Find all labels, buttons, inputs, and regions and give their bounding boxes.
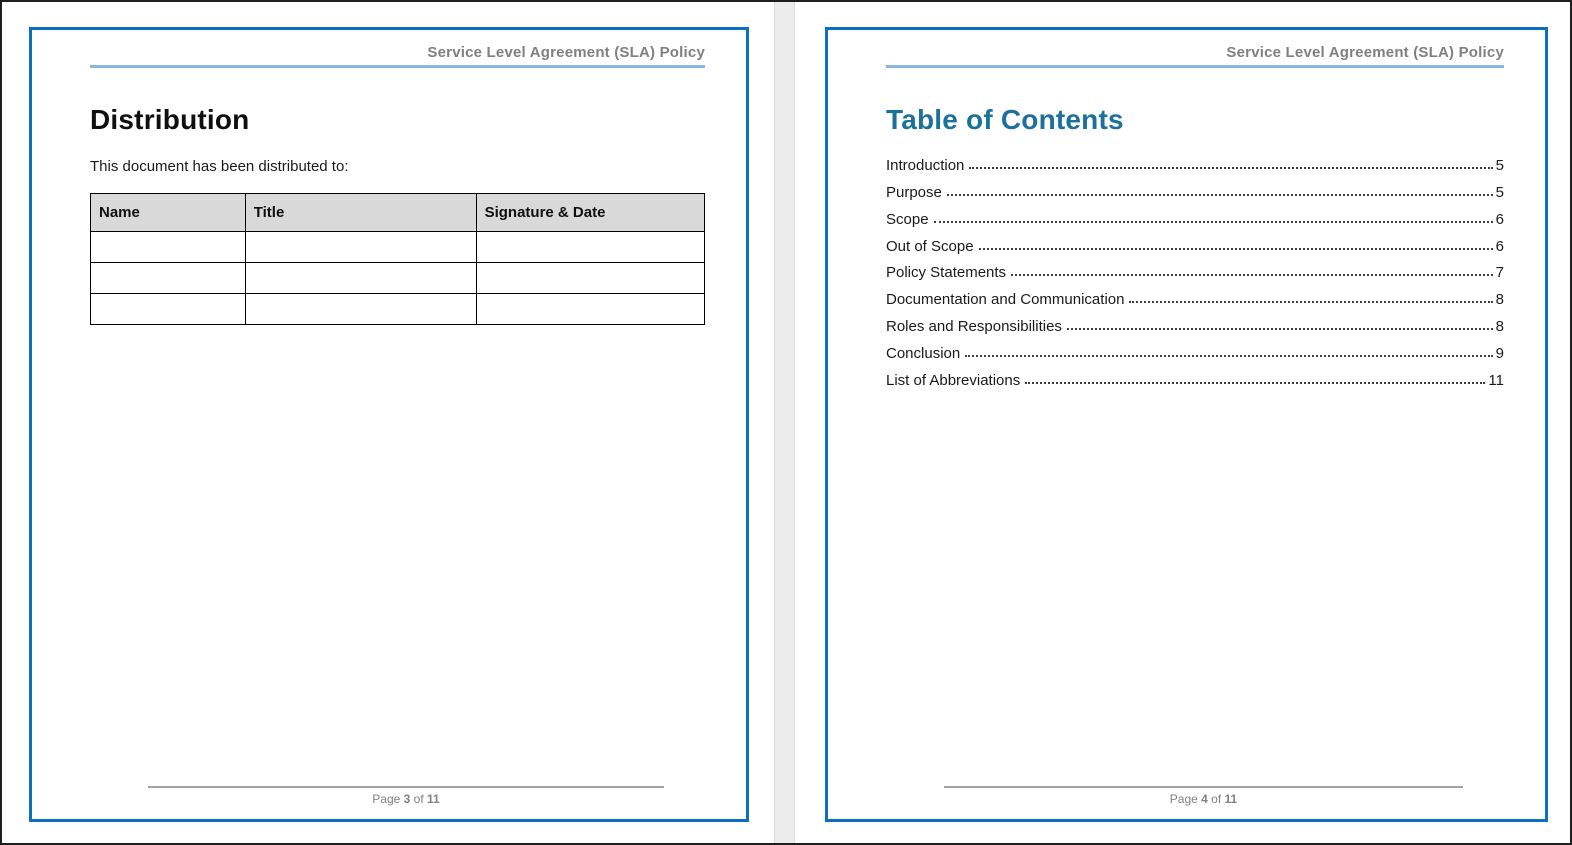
- toc-entry[interactable]: [886, 337, 1504, 364]
- footer-total-pages: 11: [1224, 792, 1238, 806]
- footer-page-number: 4: [1201, 792, 1208, 806]
- toc-entry-page-number[interactable]: 6: [1495, 210, 1504, 228]
- footer-of-label: of: [1211, 792, 1222, 806]
- table-cell[interactable]: [476, 263, 704, 294]
- header-rule: [90, 65, 705, 68]
- toc-entry[interactable]: [886, 283, 1504, 310]
- toc-entry-label[interactable]: Roles and Responsibilities: [886, 318, 1062, 336]
- table-header-row: [91, 194, 705, 232]
- toc-entry[interactable]: [886, 230, 1504, 257]
- toc-entry[interactable]: [886, 149, 1504, 176]
- table-cell[interactable]: [476, 294, 704, 325]
- toc-entry-label[interactable]: Purpose: [886, 183, 942, 201]
- toc-entry-label[interactable]: Out of Scope: [886, 237, 974, 255]
- table-column-header: Title: [245, 194, 476, 232]
- toc-entry-label[interactable]: Documentation and Communication: [886, 291, 1125, 309]
- table-cell[interactable]: [91, 263, 246, 294]
- table-cell[interactable]: [91, 232, 246, 263]
- toc-entry-page-number[interactable]: 6: [1495, 237, 1504, 255]
- toc-entry-page-number[interactable]: 7: [1495, 264, 1504, 282]
- toc-dot-leader: [934, 221, 1493, 223]
- toc-dot-leader: [965, 355, 1492, 357]
- table-column-header: Signature & Date: [476, 194, 704, 232]
- page-title: Distribution: [90, 104, 250, 135]
- toc-dot-leader: [1129, 301, 1492, 303]
- table-cell[interactable]: [245, 294, 476, 325]
- toc-entry[interactable]: [886, 203, 1504, 230]
- toc-entry-page-number[interactable]: 8: [1495, 318, 1504, 336]
- running-header: Service Level Agreement (SLA) Policy: [1226, 44, 1504, 61]
- footer-page-prefix: Page: [372, 792, 401, 806]
- toc-dot-leader: [969, 167, 1492, 169]
- toc-list: [886, 149, 1504, 391]
- footer-of-label: of: [413, 792, 424, 806]
- toc-dot-leader: [947, 194, 1493, 196]
- table-cell[interactable]: [245, 263, 476, 294]
- toc-entry-label[interactable]: Policy Statements: [886, 264, 1007, 282]
- toc-entry-page-number[interactable]: 9: [1495, 345, 1504, 363]
- table-cell[interactable]: [245, 232, 476, 263]
- table-cell[interactable]: [476, 232, 704, 263]
- toc-entry-page-number[interactable]: 5: [1495, 183, 1504, 201]
- toc-entry-label[interactable]: Scope: [886, 210, 929, 228]
- toc-dot-leader: [1025, 382, 1485, 384]
- toc-title: Table of Contents: [886, 104, 1124, 135]
- distribution-table: [90, 193, 705, 325]
- table-row: [91, 232, 705, 263]
- page-footer: [944, 786, 1463, 806]
- toc-entry-label[interactable]: Conclusion: [886, 345, 961, 363]
- table-cell[interactable]: [91, 294, 246, 325]
- page-4: [825, 27, 1548, 822]
- footer-page-number: 3: [403, 792, 411, 806]
- toc-dot-leader: [1067, 328, 1493, 330]
- toc-entry[interactable]: [886, 176, 1504, 203]
- toc-entry-page-number[interactable]: 11: [1488, 372, 1504, 390]
- intro-text: This document has been distributed to:: [90, 158, 349, 175]
- header-rule: [886, 65, 1504, 68]
- page-gap-divider: [774, 2, 795, 843]
- running-header: Service Level Agreement (SLA) Policy: [427, 44, 705, 61]
- table-row: [91, 263, 705, 294]
- toc-dot-leader: [1011, 274, 1493, 276]
- toc-entry-page-number[interactable]: 8: [1495, 291, 1504, 309]
- table-column-header: Name: [91, 194, 246, 232]
- page-3-content: [90, 30, 705, 819]
- toc-entry[interactable]: [886, 310, 1504, 337]
- page-footer: [148, 786, 664, 806]
- toc-entry[interactable]: [886, 364, 1504, 391]
- table-row: [91, 294, 705, 325]
- toc-entry[interactable]: [886, 257, 1504, 284]
- toc-dot-leader: [979, 248, 1493, 250]
- toc-entry-label[interactable]: Introduction: [886, 156, 965, 174]
- footer-total-pages: 11: [427, 792, 440, 806]
- footer-page-prefix: Page: [1169, 792, 1198, 806]
- toc-entry-label[interactable]: List of Abbreviations: [886, 372, 1021, 390]
- page-3: [29, 27, 749, 822]
- page-4-content: [886, 30, 1504, 819]
- toc-entry-page-number[interactable]: 5: [1495, 156, 1504, 174]
